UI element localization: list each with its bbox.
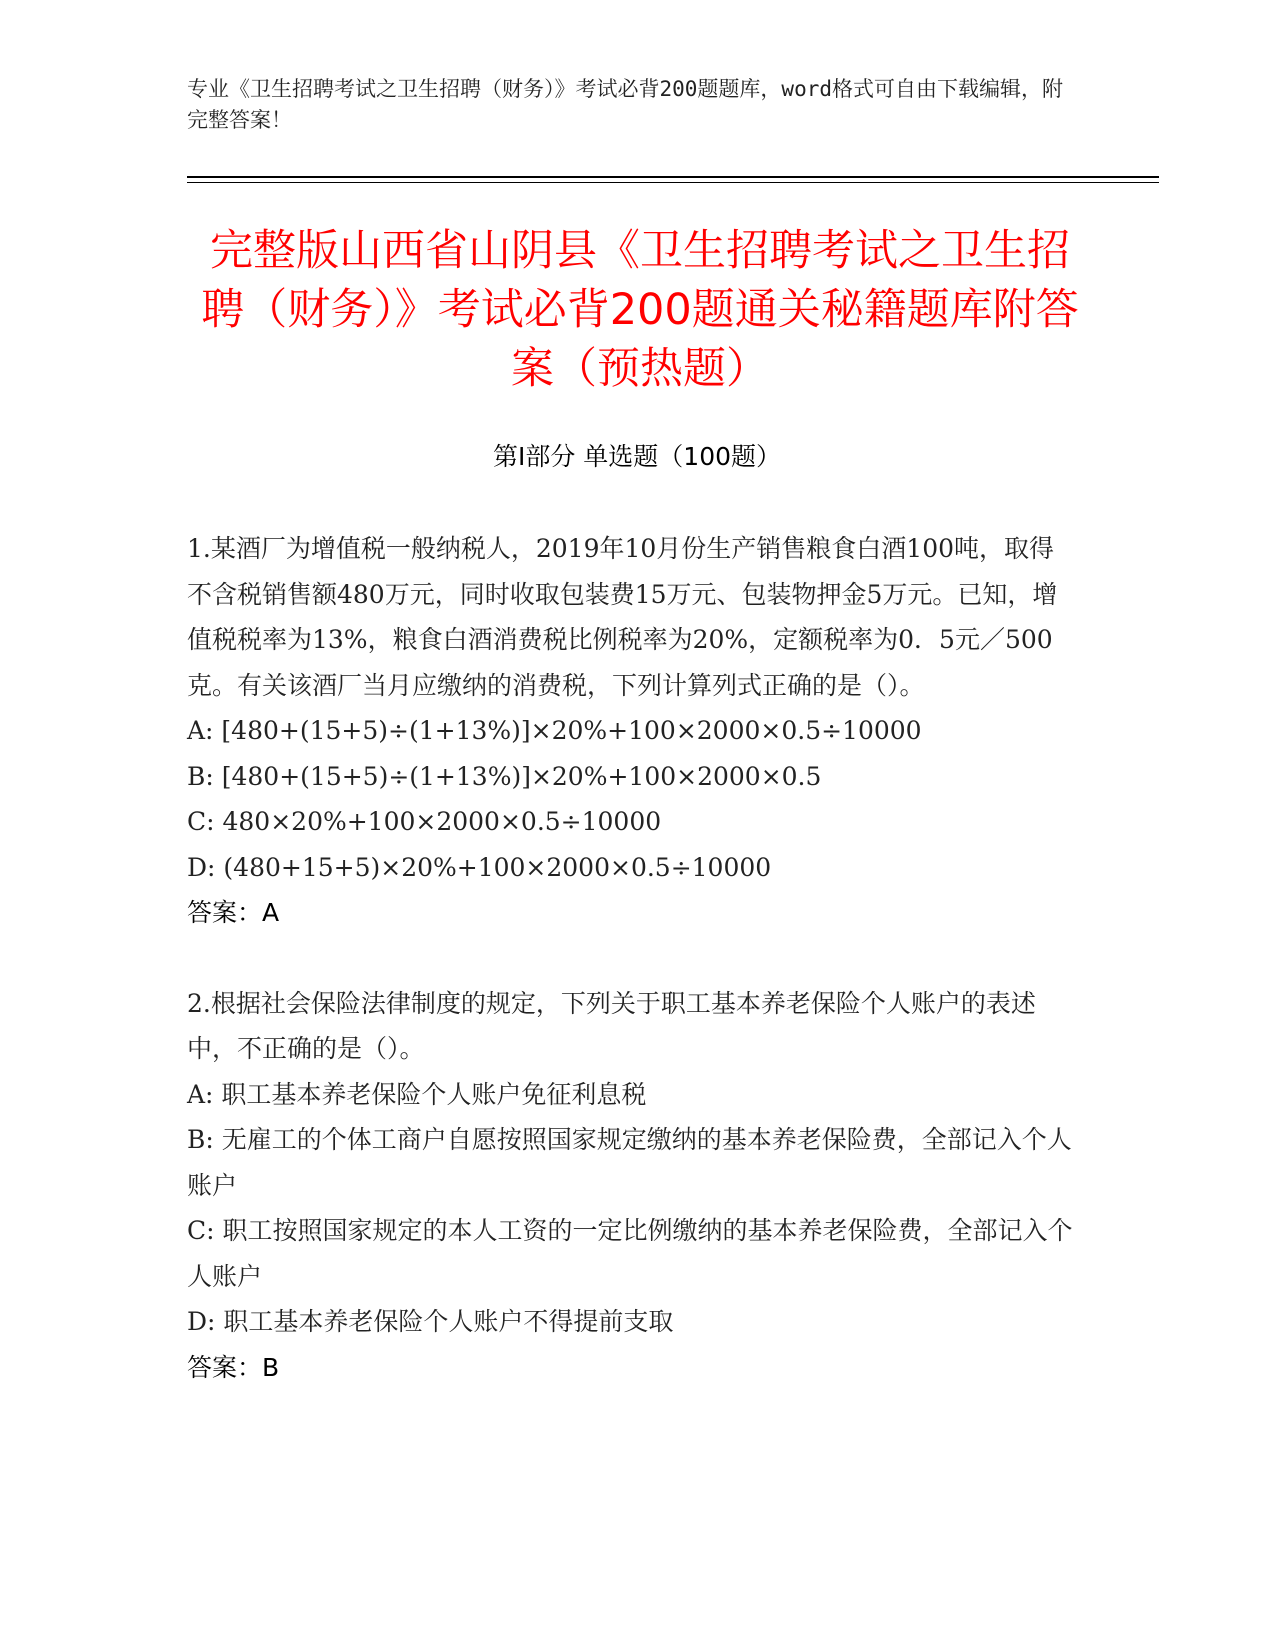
option-d: D: 职工基本养老保险个人账户不得提前支取 xyxy=(187,1307,674,1336)
header-rule xyxy=(187,176,1159,178)
question-stem: 2.根据社会保险法律制度的规定，下列关于职工基本养老保险个人账户的表述中，不正确的是（）。 xyxy=(187,988,1036,1063)
answer: 答案：A xyxy=(187,898,280,927)
document-title: 完整版山西省山阴县《卫生招聘考试之卫生招聘（财务）》考试必背200题通关秘籍题库附答案（预热题） xyxy=(201,226,1079,394)
spacer xyxy=(187,936,1077,981)
question-stem: 1.某酒厂为增值税一般纳税人，2019年10月份生产销售粮食白酒100吨，取得不含税销售额480万元，同时收取包装费15万元、包装物押金5万元。已知，增值税税率为13%，粮食白酒消费税比例税率为20%，定额税率为0．5元／500克。有关该酒厂当月应缴纳的消费税，下列计算列式正确的是（）。 xyxy=(187,534,1058,700)
option-a: A: 职工基本养老保险个人账户免征利息税 xyxy=(187,1079,647,1109)
question-2 xyxy=(187,981,1077,1391)
question-list xyxy=(187,526,1077,1390)
answer: 答案：B xyxy=(187,1352,280,1382)
question-1 xyxy=(187,526,1077,936)
option-b: B: [480+(15+5)÷(1+13%)]×20%+100×2000×0.5 xyxy=(187,761,822,791)
header-note: 专业《卫生招聘考试之卫生招聘（财务）》考试必背200题题库，word格式可自由下载编辑，附完整答案！ xyxy=(187,77,1063,132)
section-title: 第Ⅰ部分 单选题（100题） xyxy=(492,442,782,471)
option-b: B: 无雇工的个体工商户自愿按照国家规定缴纳的基本养老保险费，全部记入个人账户 xyxy=(187,1125,1072,1200)
option-c: C: 480×20%+100×2000×0.5÷10000 xyxy=(187,807,662,836)
header-rule-thin xyxy=(187,182,1159,183)
option-c: C: 职工按照国家规定的本人工资的一定比例缴纳的基本养老保险费，全部记入个人账户 xyxy=(187,1216,1073,1291)
option-a: A: [480+(15+5)÷(1+13%)]×20%+100×2000×0.5÷10000 xyxy=(187,716,922,745)
option-d: D: (480+15+5)×20%+100×2000×0.5÷10000 xyxy=(187,852,772,882)
